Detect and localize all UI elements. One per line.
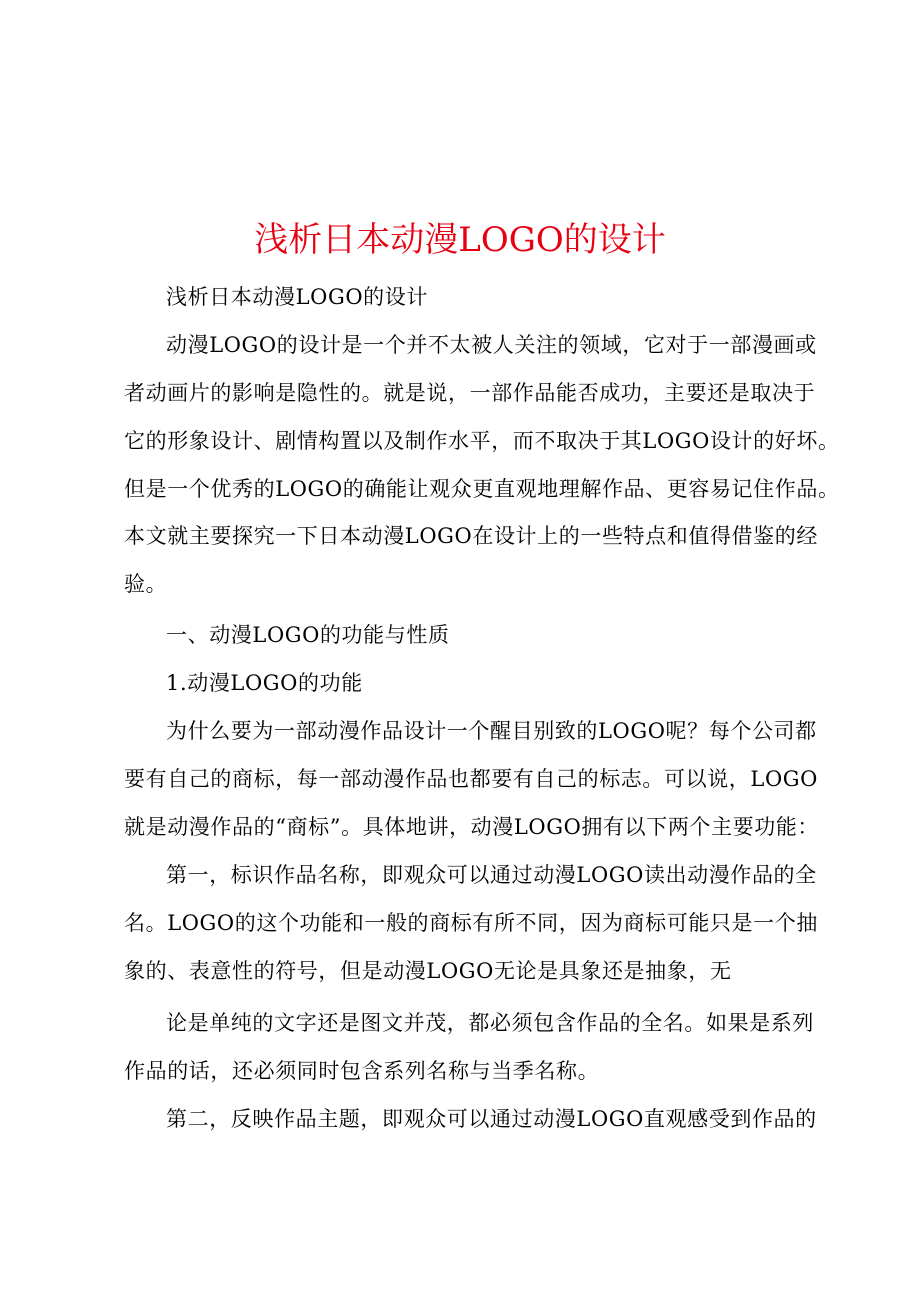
paragraph-line: 动漫LOGO的设计是一个并不太被人关注的领域，它对于一部漫画或 xyxy=(166,333,817,357)
paragraph-line: 第一，标识作品名称，即观众可以通过动漫LOGO读出动漫作品的全 xyxy=(166,863,817,887)
paragraph-line: 名。LOGO的这个功能和一般的商标有所不同，因为商标可能只是一个抽 xyxy=(124,911,818,935)
subtitle-line: 浅析日本动漫LOGO的设计 xyxy=(166,285,428,309)
paragraph-line: 它的形象设计、剧情构置以及制作水平，而不取决于其LOGO设计的好坏。 xyxy=(124,429,840,453)
document-title: 浅析日本动漫LOGO的设计 xyxy=(254,219,666,260)
paragraph-line: 作品的话，还必须同时包含系列名称与当季名称。 xyxy=(124,1059,600,1083)
paragraph-line: 象的、表意性的符号，但是动漫LOGO无论是具象还是抽象，无 xyxy=(124,959,732,983)
paragraph-line: 者动画片的影响是隐性的。就是说，一部作品能否成功，主要还是取决于 xyxy=(124,381,816,405)
paragraph-line: 本文就主要探究一下日本动漫LOGO在设计上的一些特点和值得借鉴的经 xyxy=(124,524,818,548)
paragraph-line: 就是动漫作品的“商标”。具体地讲，动漫LOGO拥有以下两个主要功能： xyxy=(124,815,820,839)
paragraph-line: 论是单纯的文字还是图文并茂，都必须包含作品的全名。如果是系列 xyxy=(166,1011,814,1035)
paragraph-line: 要有自己的商标，每一部动漫作品也都要有自己的标志。可以说，LOGO xyxy=(124,767,818,791)
section-heading: 一、动漫LOGO的功能与性质 xyxy=(166,623,450,647)
paragraph-line: 为什么要为一部动漫作品设计一个醒目别致的LOGO呢？每个公司都 xyxy=(166,719,817,743)
paragraph-line: 第二，反映作品主题，即观众可以通过动漫LOGO直观感受到作品的 xyxy=(166,1107,817,1131)
paragraph-line: 验。 xyxy=(124,572,168,596)
subsection-heading: 1.动漫LOGO的功能 xyxy=(166,671,363,695)
paragraph-line: 但是一个优秀的LOGO的确能让观众更直观地理解作品、更容易记住作品。 xyxy=(124,477,840,501)
